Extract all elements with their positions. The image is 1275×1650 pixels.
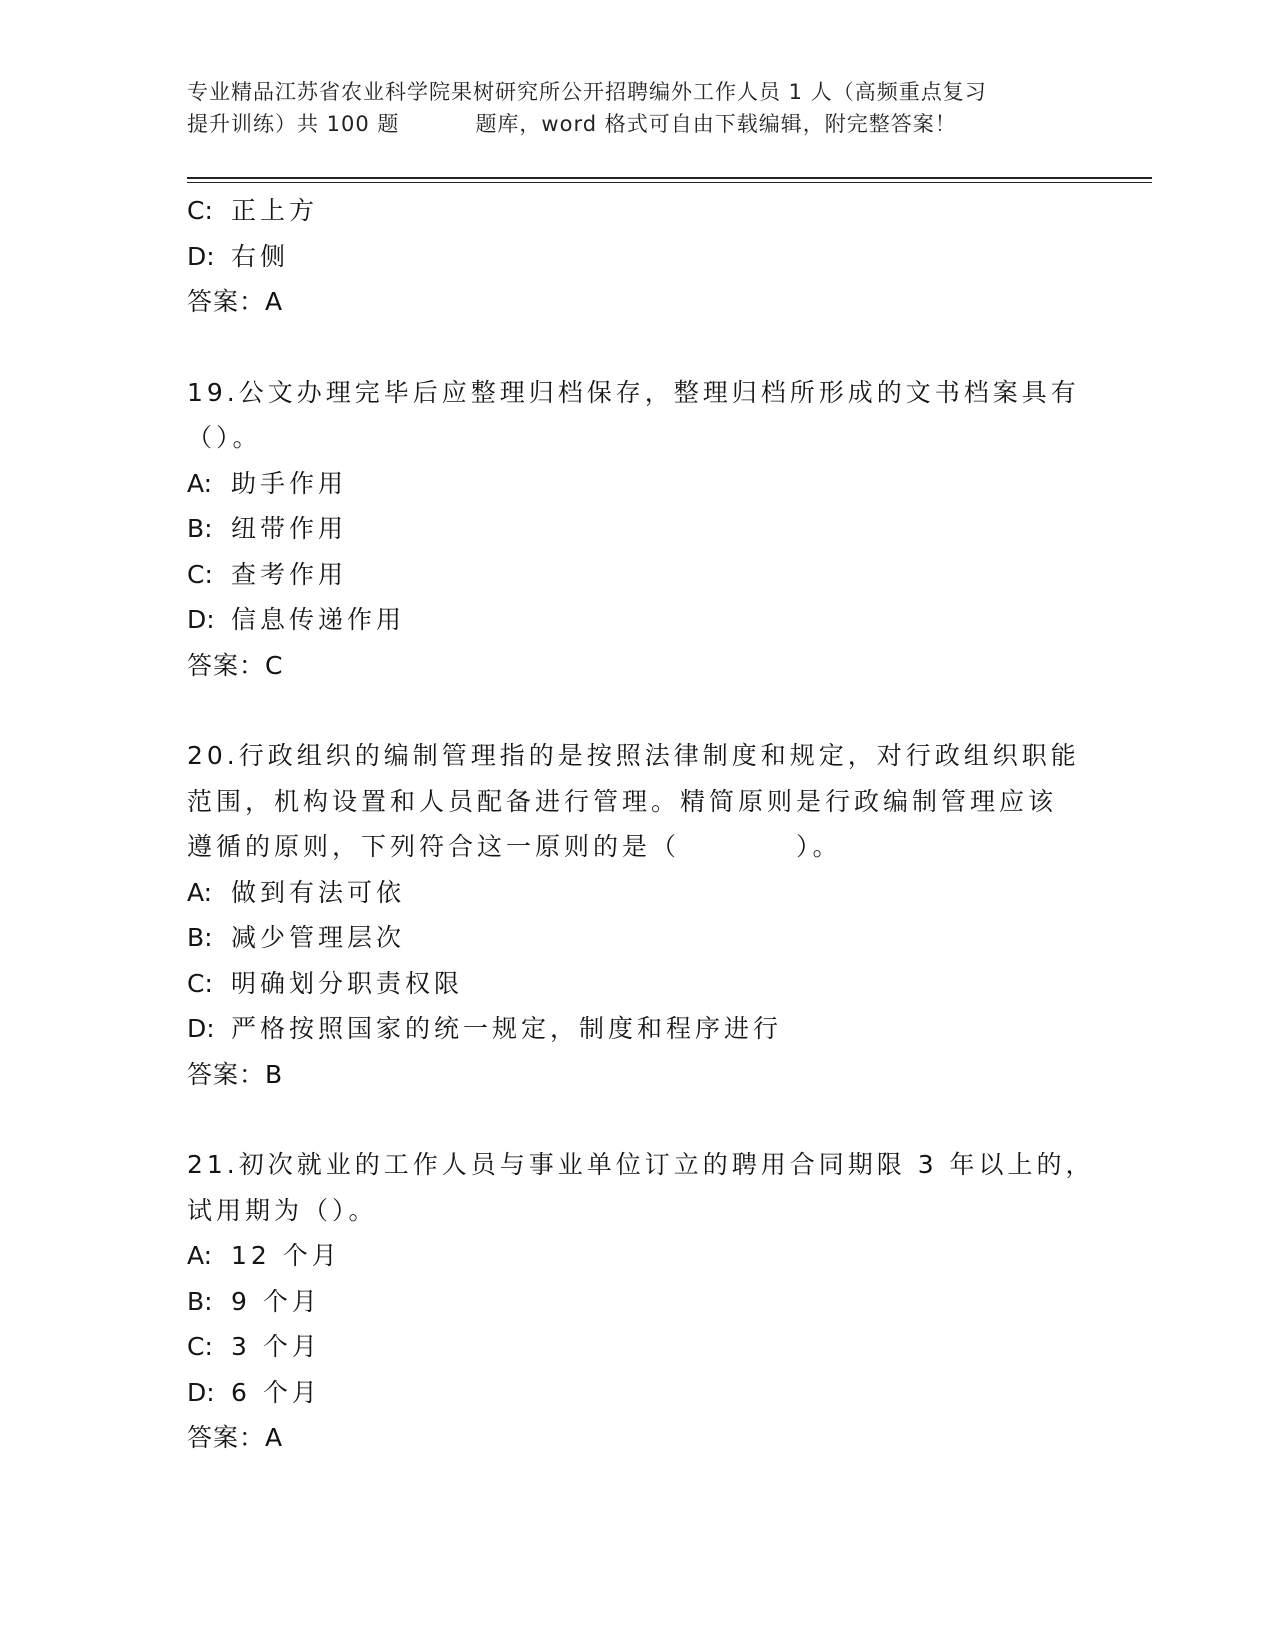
document-header: [187, 76, 1087, 140]
question-19: [187, 370, 1087, 689]
answer-line: 答案：B: [187, 1059, 284, 1089]
answer-line: 答案：C: [187, 650, 284, 680]
header-rule-thick: [187, 177, 1152, 179]
option-text: 3 个月: [231, 1332, 321, 1361]
option-label: A:: [187, 877, 213, 907]
option-label: B:: [187, 514, 213, 543]
question-stem-line: 20.行政组织的编制管理指的是按照法律制度和规定，对行政组织职能: [187, 741, 1080, 770]
spacer: [187, 688, 1087, 733]
option-text: 明确划分职责权限: [231, 968, 464, 998]
option-label: D:: [187, 1014, 215, 1043]
question-stem-line: 遵循的原则，下列符合这一原则的是（ ）。: [187, 832, 842, 861]
option-c: [187, 1324, 1087, 1370]
option-label: D:: [187, 241, 215, 271]
answer-line: 答案：A: [187, 287, 284, 316]
question-20: [187, 733, 1087, 1097]
option-text: 查考作用: [231, 559, 348, 589]
option-text: 纽带作用: [231, 514, 348, 543]
option-a: [187, 1233, 1087, 1279]
option-label: C:: [187, 1332, 213, 1361]
option-text: 12 个月: [231, 1241, 341, 1270]
option-b: [187, 1279, 1087, 1325]
spacer: [187, 325, 1087, 370]
option-c: [187, 961, 1087, 1007]
header-title-part-a: 提升训练）共 100 题: [187, 112, 400, 136]
option-text: 右侧: [231, 241, 290, 271]
question-stem-line: 19.公文办理完毕后应整理归档保存，整理归档所形成的文书档案具有: [187, 377, 1080, 407]
option-a: [187, 870, 1087, 916]
question-stem-line: 试用期为（）。: [187, 1195, 378, 1225]
question-stem-line: 范围，机构设置和人员配备进行管理。精简原则是行政编制管理应该: [187, 786, 1058, 816]
option-text: 减少管理层次: [231, 923, 406, 952]
header-title-line-1: 专业精品江苏省农业科学院果树研究所公开招聘编外工作人员 1 人（高频重点复习: [187, 80, 987, 104]
option-c: [187, 188, 1087, 234]
option-d: [187, 597, 1087, 643]
header-title-part-b: 题库，word 格式可自由下载编辑，附完整答案！: [475, 112, 957, 136]
option-label: A:: [187, 468, 213, 498]
header-rule-thin: [187, 182, 1152, 183]
question-list: [187, 188, 1095, 1461]
question-stem-line: （）。: [187, 423, 262, 452]
question-21: [187, 1142, 1095, 1461]
option-text: 6 个月: [231, 1377, 321, 1407]
option-d: [187, 1370, 1087, 1416]
option-text: 做到有法可依: [231, 877, 406, 907]
option-b: [187, 915, 1087, 961]
option-c: [187, 552, 1087, 598]
option-label: D:: [187, 1377, 215, 1407]
option-text: 9 个月: [231, 1286, 321, 1316]
option-d: [187, 1006, 1087, 1052]
option-a: [187, 461, 1087, 507]
option-label: C:: [187, 196, 213, 225]
option-b: [187, 506, 1087, 552]
option-label: C:: [187, 968, 213, 998]
question-fragment: [187, 188, 1087, 325]
option-text: 助手作用: [231, 468, 348, 498]
spacer: [187, 1097, 1087, 1142]
option-text: 正上方: [231, 196, 319, 225]
option-label: C:: [187, 559, 213, 589]
option-label: A:: [187, 1241, 213, 1270]
header-title-line-2: [187, 108, 1087, 140]
option-label: B:: [187, 923, 213, 952]
option-text: 严格按照国家的统一规定，制度和程序进行: [231, 1014, 783, 1043]
option-d: [187, 234, 1087, 280]
option-label: B:: [187, 1286, 213, 1316]
option-text: 信息传递作用: [231, 605, 406, 634]
question-stem-line: 21.初次就业的工作人员与事业单位订立的聘用合同期限 3 年以上的，: [187, 1150, 1095, 1179]
option-label: D:: [187, 605, 215, 634]
answer-line: 答案：A: [187, 1423, 284, 1452]
